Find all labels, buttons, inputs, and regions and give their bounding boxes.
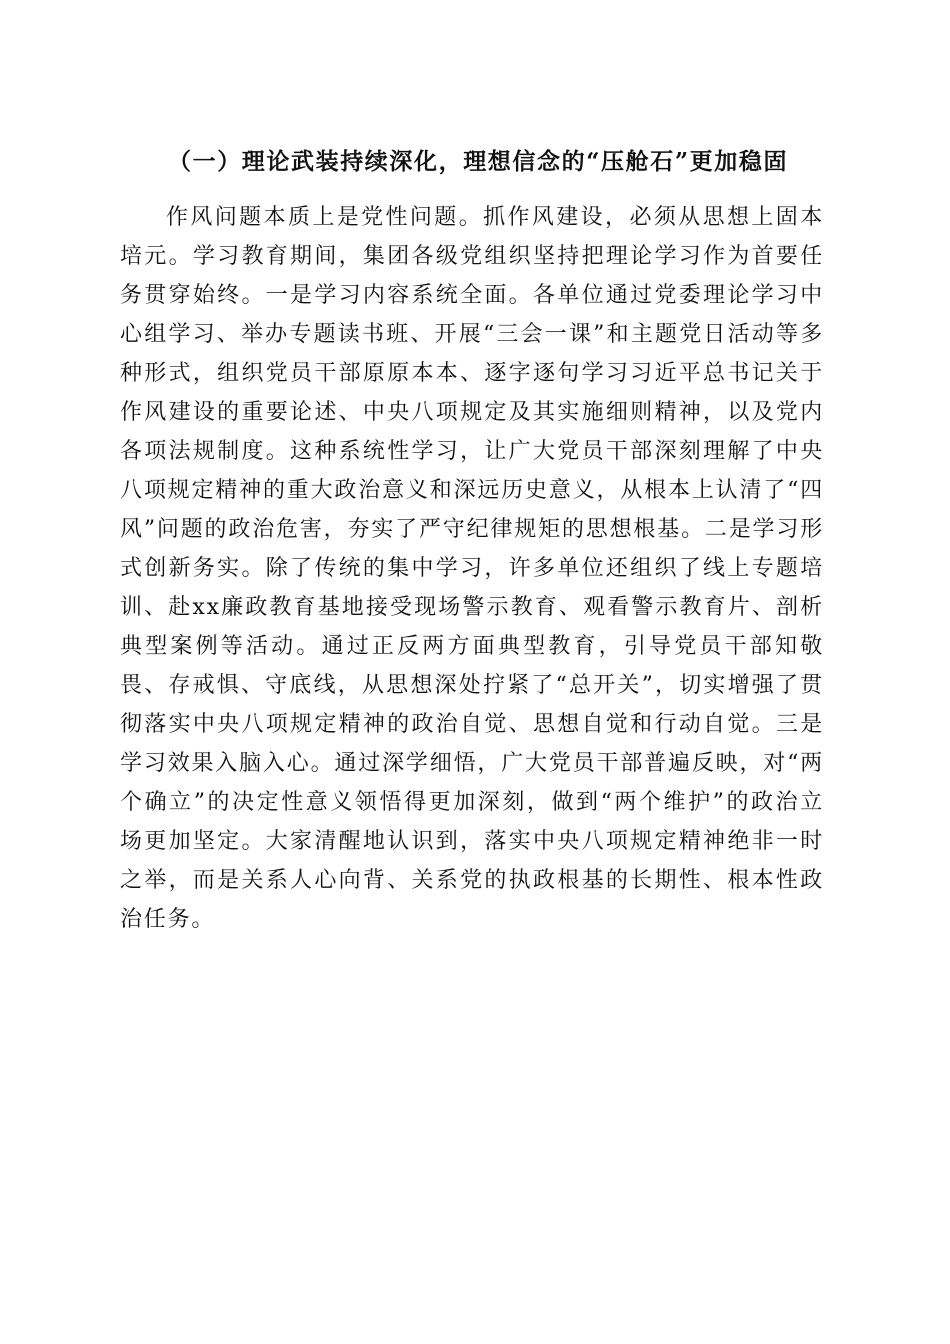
body-paragraph: 作风问题本质上是党性问题。抓作风建设，必须从思想上固本培元。学习教育期间，集团各级党组织坚持把理论学习作为首要任务贯穿始终。一是学习内容系统全面。各单位通过党委理论学习中心组学习、举办专题读书班、开展“三会一课”和主题党日活动等多种形式，组织党员干部原原本本、逐字逐句学习习近平总书记关于作风建设的重要论述、中央八项规定及其实施细则精神，以及党内各项法规制度。这种系统性学习，让广大党员干部深刻理解了中央八项规定精神的重大政治意义和深远历史意义，从根本上认清了“四风”问题的政治危害，夯实了严守纪律规矩的思想根基。二是学习形式创新务实。除了传统的集中学习，许多单位还组织了线上专题培训、赴xx廉政教育基地接受现场警示教育、观看警示教育片、剖析典型案例等活动。通过正反两方面典型教育，引导党员干部知敬畏、存戒惧、守底线，从思想深处拧紧了“总开关”，切实增强了贯彻落实中央八项规定精神的政治自觉、思想自觉和行动自觉。三是学习效果入脑入心。通过深学细悟，广大党员干部普遍反映，对“两个确立”的决定性意义领悟得更加深刻，做到“两个维护”的政治立场更加坚定。大家清醒地认识到，落实中央八项规定精神绝非一时之举，而是关系人心向背、关系党的执政根基的长期性、根本性政治任务。 (120, 205, 824, 932)
section-heading: （一）理论武装持续深化，理想信念的“压舱石”更加稳固 (168, 148, 789, 175)
document-content (120, 142, 824, 939)
